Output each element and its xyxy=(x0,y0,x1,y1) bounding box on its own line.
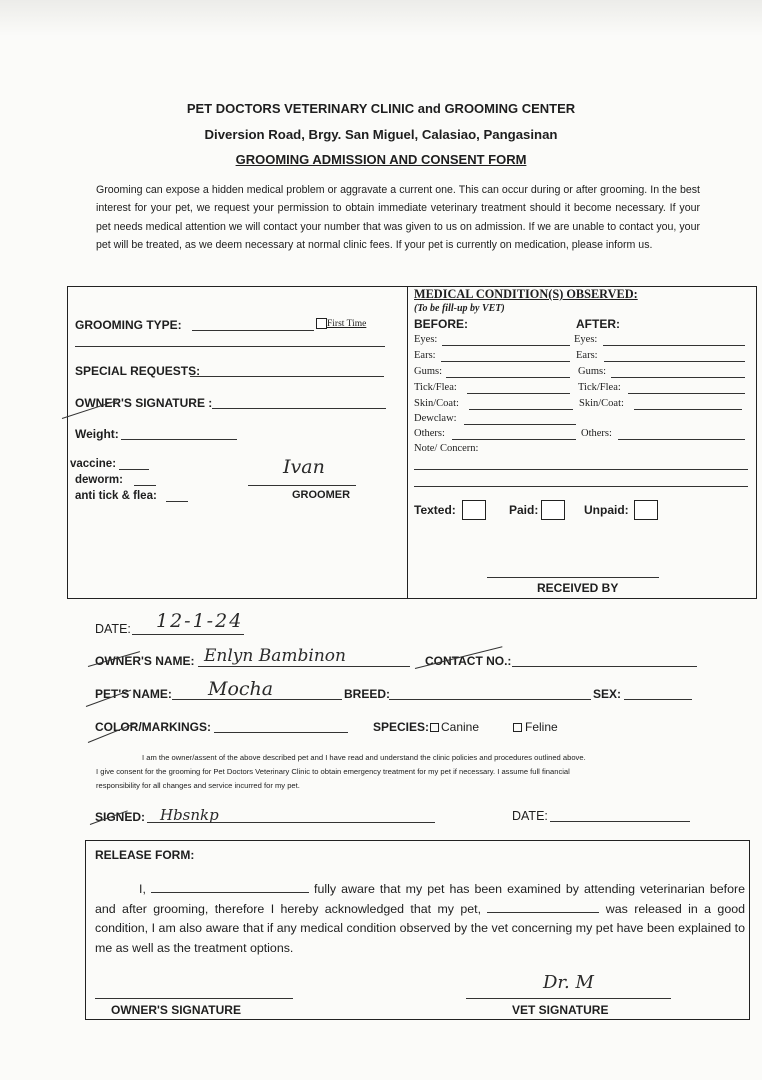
groomer-line[interactable] xyxy=(248,485,356,486)
owner-name-field[interactable] xyxy=(198,666,410,667)
others-after-field[interactable] xyxy=(618,439,745,440)
canine-label: Canine xyxy=(441,720,480,734)
eyes-before-label: Eyes: xyxy=(414,334,438,345)
owner-sig-label: OWNER'S SIGNATURE xyxy=(111,1003,241,1017)
ears-after-label: Ears: xyxy=(576,350,598,361)
sex-label: SEX: xyxy=(593,687,622,701)
others-before-field[interactable] xyxy=(452,439,576,440)
paid-checkbox[interactable] xyxy=(541,500,565,520)
clinic-name: PET DOCTORS VETERINARY CLINIC and GROOMING CENTER xyxy=(186,101,576,116)
antitick-field[interactable] xyxy=(166,501,188,502)
grooming-type-field[interactable] xyxy=(192,330,314,331)
first-time-checkbox[interactable] xyxy=(316,318,327,329)
medical-subtitle: (To be fill-up by VET) xyxy=(414,303,505,314)
release-text-2: fully aware that my pet has been examined by attending veterinarian before and after grooming, therefore I hereby acknowledged that my pet, xyxy=(95,882,745,916)
vaccine-field[interactable] xyxy=(119,469,149,470)
clinic-address: Diversion Road, Brgy. San Miguel, Calasiao, Pangasinan xyxy=(204,127,558,142)
consent-date-field[interactable] xyxy=(550,821,690,822)
special-requests-label: SPECIAL REQUESTS: xyxy=(75,364,201,378)
owner-signature-field[interactable] xyxy=(212,408,386,409)
grooming-medical-box xyxy=(67,286,757,599)
note-line-2[interactable] xyxy=(414,486,748,487)
weight-label: Weight: xyxy=(75,427,119,441)
gums-after-field[interactable] xyxy=(611,377,745,378)
release-pet-field[interactable] xyxy=(487,902,599,913)
form-title: GROOMING ADMISSION AND CONSENT FORM xyxy=(235,152,527,167)
canine-checkbox[interactable] xyxy=(430,723,439,732)
before-label: BEFORE: xyxy=(414,317,468,331)
vaccine-label: vaccine: xyxy=(70,458,117,470)
owner-sig-line[interactable] xyxy=(95,998,293,999)
breed-label: BREED: xyxy=(344,687,391,701)
date-field[interactable] xyxy=(132,634,244,635)
others-before-label: Others: xyxy=(414,428,445,439)
pet-name-value: Mocha xyxy=(208,678,274,700)
color-label: COLOR/MARKINGS: xyxy=(95,720,211,734)
consent-date-label: DATE: xyxy=(512,809,548,823)
eyes-after-field[interactable] xyxy=(603,345,745,346)
gums-after-label: Gums: xyxy=(578,366,607,377)
received-by-label: RECEIVED BY xyxy=(537,581,619,595)
eyes-after-label: Eyes: xyxy=(574,334,598,345)
texted-label: Texted: xyxy=(414,503,456,517)
deworm-label: deworm: xyxy=(75,474,123,486)
consent-line-2: I give consent for the grooming for Pet Doctors Veterinary Clinic to obtain emergency treatment for my pet if necessary. I assume full financial xyxy=(96,767,570,776)
column-divider xyxy=(407,286,408,598)
date-value: 12-1-24 xyxy=(156,610,244,632)
skin-after-label: Skin/Coat: xyxy=(579,398,624,409)
consent-line-1: I am the owner/assent of the above described pet and I have read and understand the clinic policies and procedures outlined above. xyxy=(142,753,586,762)
release-text-3: was released in a good condition, I am also aware that if any medical condition observed by the vet concerning my pet have been explained to me as well as the treatment options. xyxy=(95,901,745,955)
first-time-label: First Time xyxy=(327,319,367,329)
unpaid-label: Unpaid: xyxy=(584,503,629,517)
gums-before-field[interactable] xyxy=(446,377,570,378)
paid-label: Paid: xyxy=(509,503,539,517)
ears-after-field[interactable] xyxy=(604,361,745,362)
consent-line-3: responsibility for all changes and service incurred for my pet. xyxy=(96,781,300,790)
tick-after-field[interactable] xyxy=(628,393,745,394)
tick-before-field[interactable] xyxy=(467,393,570,394)
color-field[interactable] xyxy=(214,732,348,733)
eyes-before-field[interactable] xyxy=(442,345,570,346)
after-label: AFTER: xyxy=(576,317,620,331)
dewclaw-label: Dewclaw: xyxy=(414,413,457,424)
deworm-field[interactable] xyxy=(134,485,156,486)
grooming-type-label: GROOMING TYPE: xyxy=(75,318,182,332)
feline-label: Feline xyxy=(525,720,558,734)
ears-before-field[interactable] xyxy=(441,361,570,362)
release-paragraph xyxy=(95,880,745,958)
medical-title: MEDICAL CONDITION(S) OBSERVED: xyxy=(414,287,638,301)
texted-checkbox[interactable] xyxy=(462,500,486,520)
others-after-label: Others: xyxy=(581,428,612,439)
date-label: DATE: xyxy=(95,622,131,636)
contact-label: CONTACT NO.: xyxy=(425,654,512,668)
owner-name-value: Enlyn Bambinon xyxy=(204,646,346,666)
dewclaw-field[interactable] xyxy=(464,424,576,425)
tick-after-label: Tick/Flea: xyxy=(578,382,621,393)
skin-after-field[interactable] xyxy=(634,409,742,410)
tick-before-label: Tick/Flea: xyxy=(414,382,457,393)
intro-paragraph: Grooming can expose a hidden medical problem or aggravate a current one. This can occur during or after grooming. In the best interest for your pet, we request your permission to obtain immediate veterinary treatment should it become necessary. If your pet needs medical attention we will contact your number that was given to us on admission. If we are unable to contact you, your pet will be treated, as we deem necessary at normal clinic fees. If your pet is currently on medication, please inform us. xyxy=(96,184,700,251)
owner-name-label: OWNER'S NAME: xyxy=(95,654,195,668)
note-line-1[interactable] xyxy=(414,469,748,470)
groomer-signature: Ivan xyxy=(283,456,325,478)
sex-field[interactable] xyxy=(624,699,692,700)
vet-sig-line[interactable] xyxy=(466,998,671,999)
contact-field[interactable] xyxy=(512,666,697,667)
skin-before-label: Skin/Coat: xyxy=(414,398,459,409)
release-name-field[interactable] xyxy=(151,882,309,893)
ears-before-label: Ears: xyxy=(414,350,436,361)
vet-sig-label: VET SIGNATURE xyxy=(512,1003,609,1017)
vet-sig-value: Dr. M xyxy=(543,972,594,993)
page-shadow xyxy=(0,0,762,36)
special-requests-field[interactable] xyxy=(190,376,384,377)
groomer-label: GROOMER xyxy=(292,489,351,501)
release-title: RELEASE FORM: xyxy=(95,848,195,862)
gums-before-label: Gums: xyxy=(414,366,443,377)
antitick-label: anti tick & flea: xyxy=(75,490,157,502)
pet-name-label: PET'S NAME: xyxy=(95,687,172,701)
release-text-1: I, xyxy=(139,882,146,896)
received-by-line[interactable] xyxy=(487,577,659,578)
signed-label: SIGNED: xyxy=(95,810,146,824)
unpaid-checkbox[interactable] xyxy=(634,500,658,520)
weight-field[interactable] xyxy=(121,439,237,440)
breed-field[interactable] xyxy=(389,699,591,700)
species-label: SPECIES: xyxy=(373,720,430,734)
note-label: Note/ Concern: xyxy=(414,443,479,454)
skin-before-field[interactable] xyxy=(469,409,573,410)
signed-value: Hbsnkp xyxy=(160,806,219,824)
owner-signature-label: OWNER'S SIGNATURE : xyxy=(75,396,213,410)
feline-checkbox[interactable] xyxy=(513,723,522,732)
grooming-type-extra-line[interactable] xyxy=(75,346,385,347)
